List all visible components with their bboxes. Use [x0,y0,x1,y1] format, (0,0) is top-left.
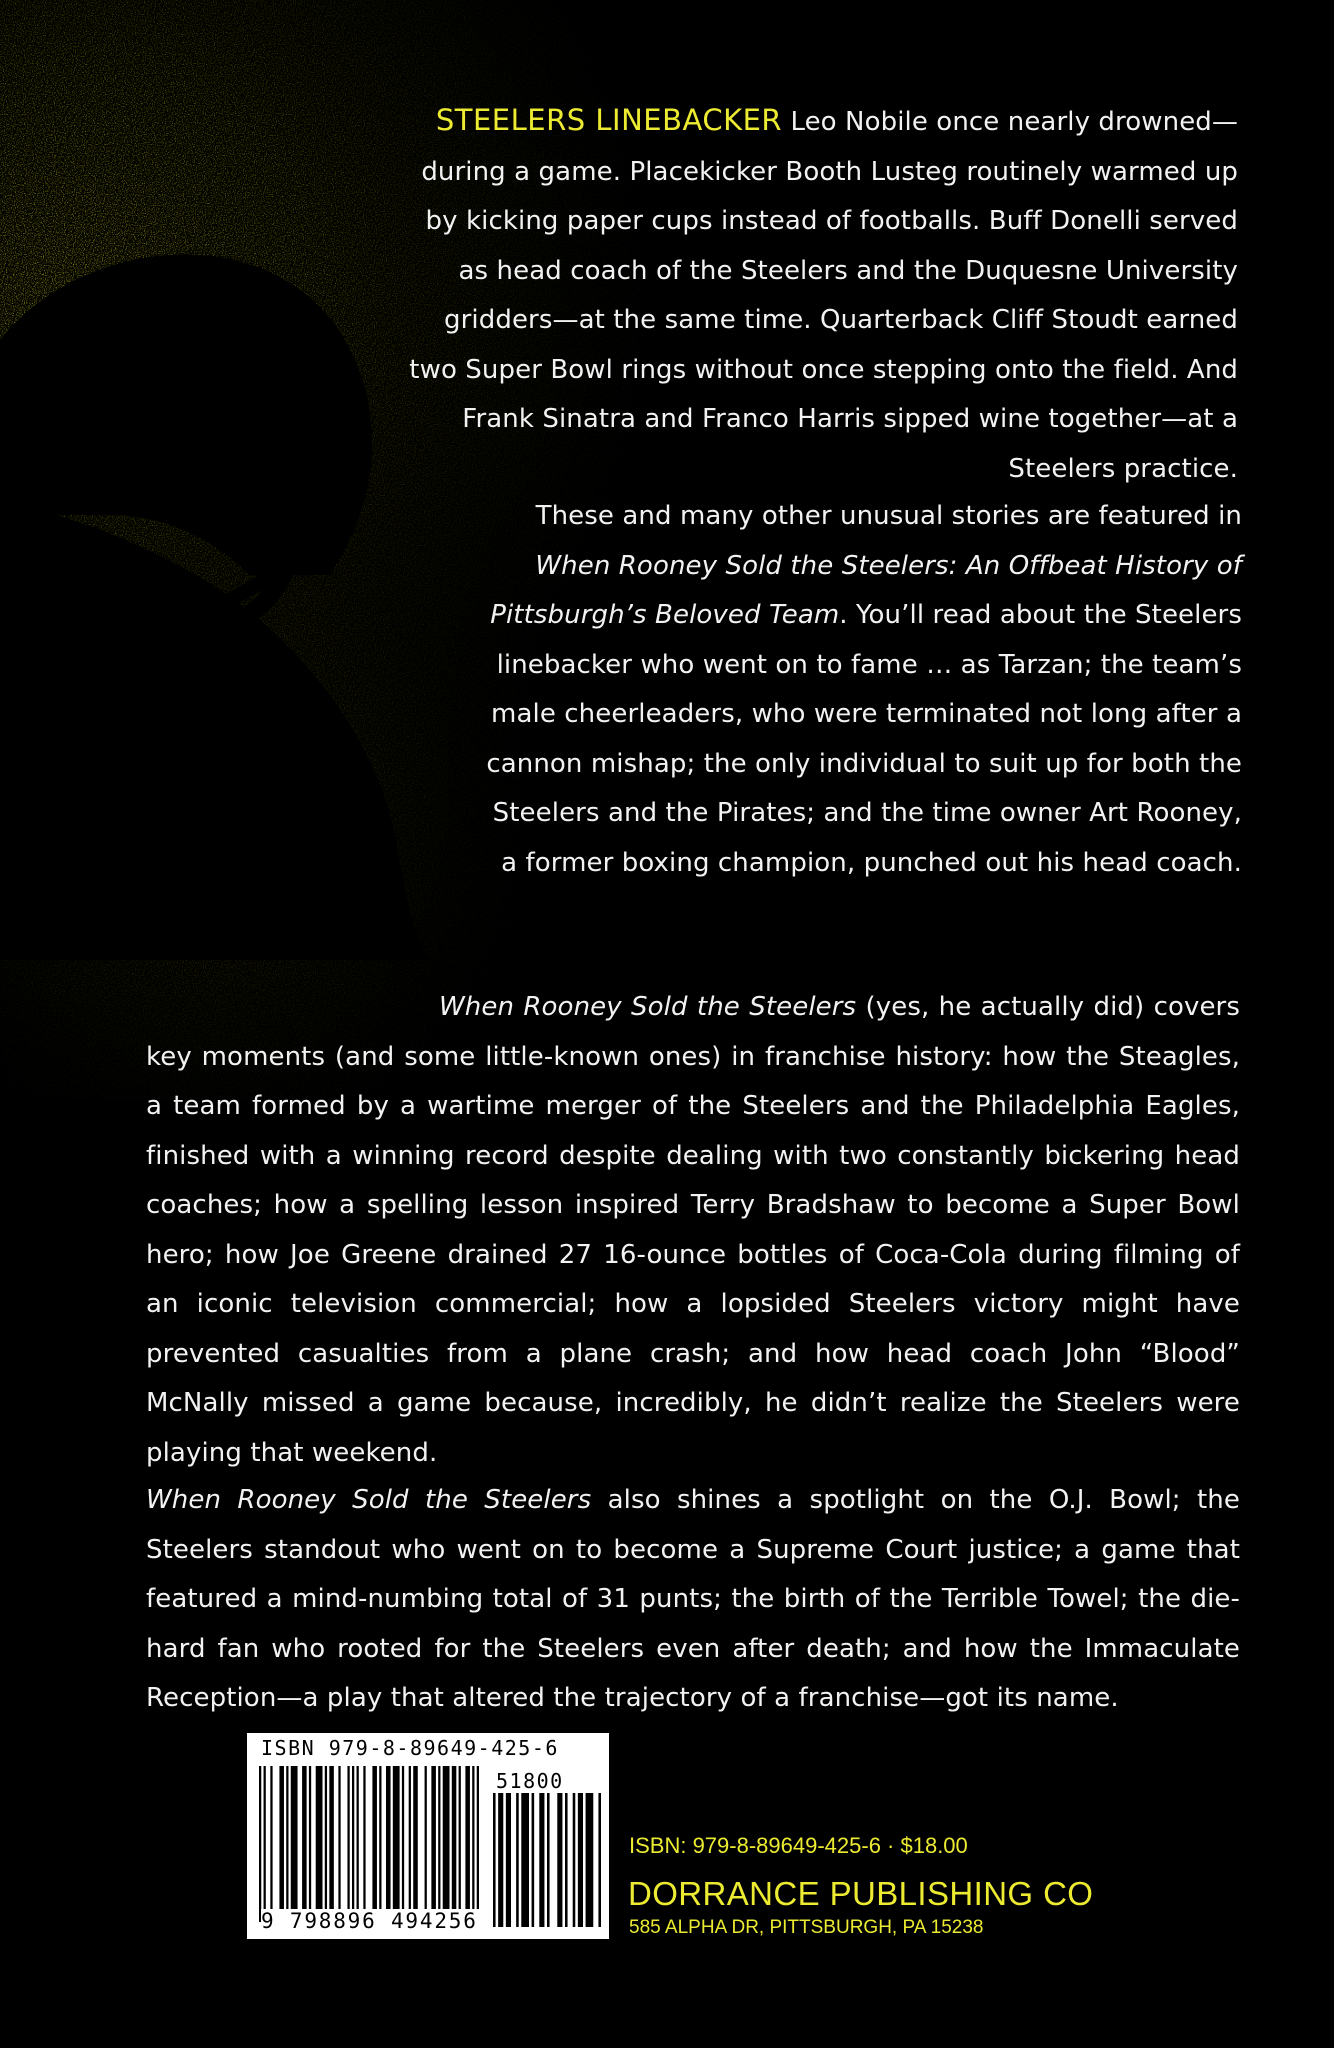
isbn-barcode [247,1733,609,1939]
publisher-name: DORRANCE PUBLISHING CO [628,1875,1094,1912]
book-title: When Rooney Sold the Steelers [439,992,857,1022]
isbn-price-line: ISBN: 979-8-89649-425-6 · $18.00 [629,1833,968,1858]
ean-barcode-bars [259,1766,479,1922]
publisher-address: 585 ALPHA DR, PITTSBURGH, PA 15238 [629,1917,984,1938]
barcode-addon-digits: 51800 [496,1769,564,1793]
blurb-paragraph-4 [146,1476,1240,1724]
book-title: When Rooney Sold the Steelers [146,1485,592,1515]
blurb-paragraph-2 [482,492,1242,888]
paragraph-3-text: (yes, he actually did) covers key moments (and some little-known ones) in franchise history: how the Steagles, a team formed by a wartime merger of the Steelers and the Philadelphia Eagles, finished with a winning record despite dealing with two constantly bickering head coaches; how a spelling lesson inspired Terry Bradshaw to become a Super Bowl hero; how Joe Greene drained 27 16-ounce bottles of Coca-Cola during filming of an iconic television commercial; how a lopsided Steelers victory might have prevented casualties from a plane crash; and how head coach John “Blood” McNally missed a game because, incredibly, he didn’t realize the Steelers were playing that weekend. [146,992,1240,1468]
paragraph-1-text: Leo Nobile once nearly drowned—during a game. Placekicker Booth Lusteg routinely warmed up by kicking paper cups instead of footballs. Buff Donelli served as head coach of the Steelers and the Duquesne University gridders—at the same time. Quarterback Cliff Stoudt earned two Super Bowl rings without once stepping onto the field. And Frank Sinatra and Franco Harris sipped wine together—at a Steelers practice. [409,107,1238,484]
paragraph-2-after: . You’ll read about the Steelers linebacker who went on to fame … as Tarzan; the team’s male cheerleaders, who were terminated not long after a cannon mishap; the only individual to suit up for both the Steelers and the Pirates; and the time owner Art Rooney, a former boxing champion, punched out his head coach. [486,600,1242,878]
barcode-isbn-label: ISBN 979-8-89649-425-6 [261,1736,559,1760]
blurb-paragraph-1 [392,96,1238,494]
paragraph-2-before: These and many other unusual stories are featured in [535,501,1242,531]
book-title-full: When Rooney Sold the Steelers: An Offbeat History of Pittsburgh’s Beloved Team [490,550,1242,630]
paragraph-4-text: also shines a spotlight on the O.J. Bowl; the Steelers standout who went on to become a Supreme Court justice; a game that featured a mind-numbing total of 31 punts; the birth of the Terrible Towel; the die-hard fan who rooted for the Steelers even after death; and how the Immaculate Reception—a play that altered the trajectory of a franchise—got its name. [146,1485,1240,1713]
blurb-paragraph-3 [146,983,1240,1478]
addon-barcode-bars [493,1793,601,1927]
barcode-digits: 9 798896 494256 [261,1909,478,1933]
lead-in-heading: STEELERS LINEBACKER [435,103,783,137]
